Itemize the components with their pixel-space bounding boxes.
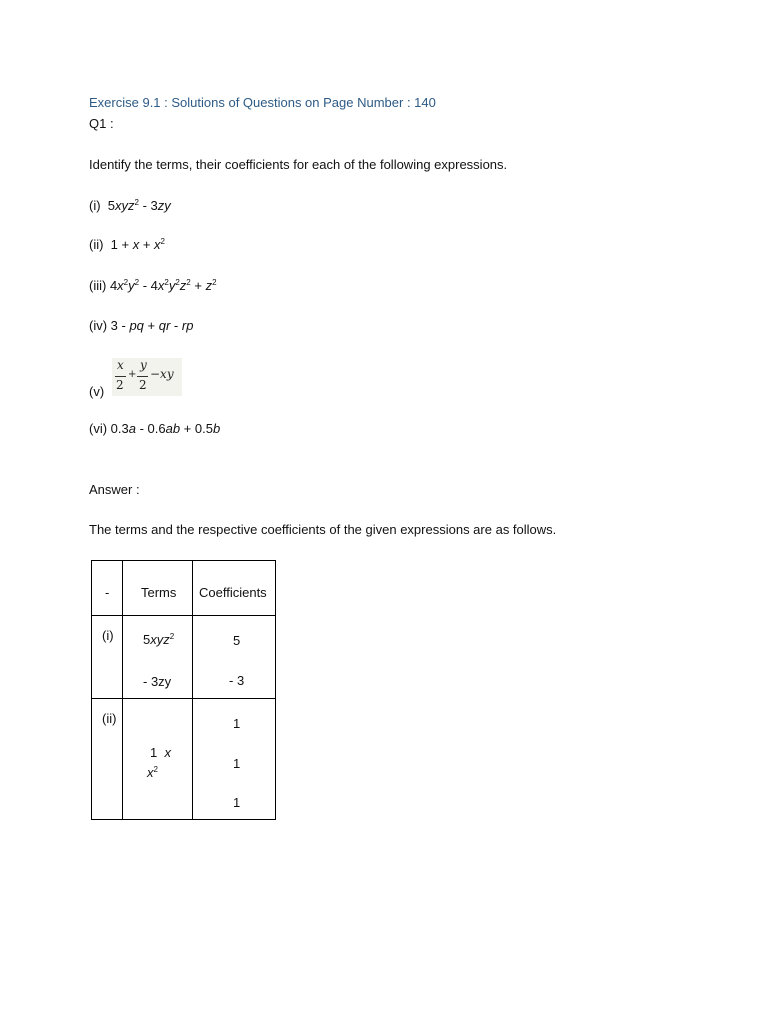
terms-coefficients-table: [91, 560, 276, 820]
expression-vi: (vi) 0.3a - 0.6ab + 0.5b: [89, 421, 221, 436]
row-ii-terms-cell: 1 x $x^2$: [123, 699, 193, 820]
expression-v-image: x 2 + y 2 −xy: [112, 358, 182, 396]
expression-iii-label: (iii): [89, 278, 107, 293]
question-label: Q1 :: [89, 116, 114, 131]
row-i-label-cell: (i): [92, 616, 123, 699]
expression-v-label: (v): [89, 384, 105, 399]
instruction-text: Identify the terms, their coefficients for each of the following expressions.: [89, 157, 508, 172]
table-row: [92, 616, 276, 699]
expression-vi-label: (vi): [89, 421, 108, 436]
table-row: [92, 699, 276, 820]
exercise-heading: Exercise 9.1 : Solutions of Questions on Page Number : 140: [89, 95, 436, 110]
row-i-terms-cell: 5xyz$^2$ - 3zy: [123, 616, 193, 699]
expression-iii: (iii) $4x^2y^2 - 4x^2y^2z^2 + z^2$: [89, 278, 217, 293]
expression-iv-label: (iv): [89, 318, 108, 333]
expression-ii: (ii) $1 + x + x^2$: [89, 237, 165, 252]
answer-intro: The terms and the respective coefficients of the given expressions are as follows.: [89, 522, 557, 537]
expression-ii-label: (ii): [89, 237, 104, 252]
header-cell-blank: -: [92, 561, 123, 616]
header-cell-coefficients: Coefficients: [193, 561, 276, 616]
table-header-row: [92, 561, 276, 616]
answer-label: Answer :: [89, 482, 140, 497]
expression-i: (i) 5xyz$^2$ - 3zy: [89, 198, 171, 213]
row-i-coefficients-cell: 5 - 3: [193, 616, 276, 699]
expression-iv: (iv) 3 - pq + qr - rp: [89, 318, 194, 333]
expression-i-label: (i): [89, 198, 101, 213]
row-ii-coefficients-cell: 1 1 1: [193, 699, 276, 820]
header-cell-terms: Terms: [123, 561, 193, 616]
row-ii-label-cell: (ii): [92, 699, 123, 820]
